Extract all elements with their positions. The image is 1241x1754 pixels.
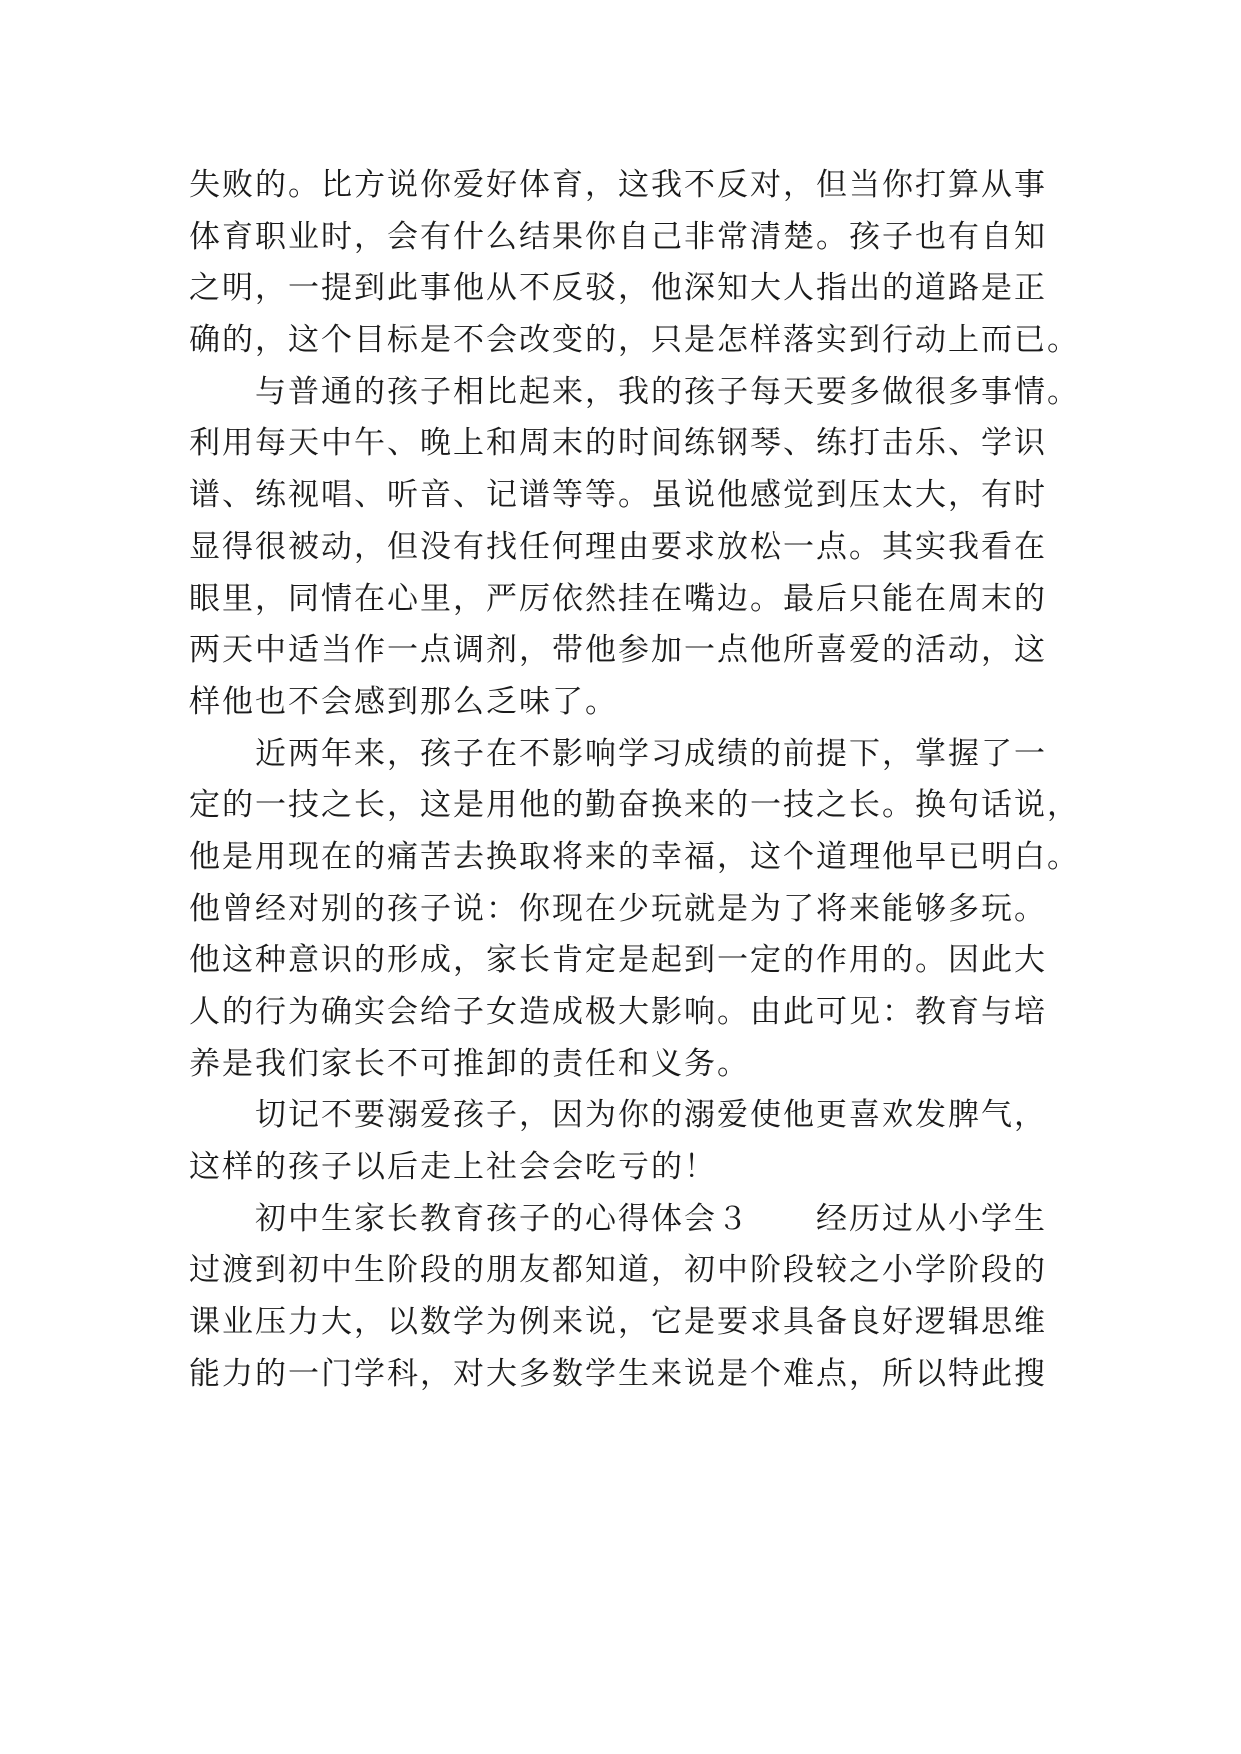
text-line: 初中生家长教育孩子的心得体会３ 经历过从小学生 xyxy=(189,1200,1047,1237)
text-line: 之明，一提到此事他从不反驳，他深知大人指出的道路是正 xyxy=(189,270,1047,307)
text-line: 切记不要溺爱孩子，因为你的溺爱使他更喜欢发脾气， xyxy=(189,1097,1047,1134)
text-line: 谱、练视唱、听音、记谱等等。虽说他感觉到压太大，有时 xyxy=(189,477,1047,514)
text-line: 定的一技之长，这是用他的勤奋换来的一技之长。换句话说， xyxy=(189,787,1080,824)
text-line: 他曾经对别的孩子说：你现在少玩就是为了将来能够多玩。 xyxy=(189,890,1047,927)
text-line: 他这种意识的形成，家长肯定是起到一定的作用的。因此大 xyxy=(189,942,1047,979)
body-text xyxy=(189,160,1080,1401)
text-line: 养是我们家长不可推卸的责任和义务。 xyxy=(189,1045,750,1082)
text-line: 失败的。比方说你爱好体育，这我不反对，但当你打算从事 xyxy=(189,167,1047,203)
text-line: 显得很被动，但没有找任何理由要求放松一点。其实我看在 xyxy=(189,528,1047,565)
text-line: 能力的一门学科，对大多数学生来说是个难点，所以特此搜 xyxy=(189,1355,1047,1392)
text-line: 确的，这个目标是不会改变的，只是怎样落实到行动上而已。 xyxy=(189,322,1080,359)
text-line: 体育职业时，会有什么结果你自己非常清楚。孩子也有自知 xyxy=(189,218,1047,255)
text-line: 人的行为确实会给子女造成极大影响。由此可见：教育与培 xyxy=(189,994,1047,1030)
text-line: 过渡到初中生阶段的朋友都知道，初中阶段较之小学阶段的 xyxy=(189,1252,1047,1289)
text-line: 这样的孩子以后走上社会会吃亏的！ xyxy=(189,1149,717,1186)
text-line: 课业压力大，以数学为例来说，它是要求具备良好逻辑思维 xyxy=(189,1304,1047,1341)
text-line: 利用每天中午、晚上和周末的时间练钢琴、练打击乐、学识 xyxy=(189,425,1047,462)
text-line: 近两年来，孩子在不影响学习成绩的前提下，掌握了一 xyxy=(189,735,1047,772)
text-line: 样他也不会感到那么乏味了。 xyxy=(189,683,618,720)
text-line: 眼里，同情在心里，严厉依然挂在嘴边。最后只能在周末的 xyxy=(189,580,1047,617)
text-line: 两天中适当作一点调剂，带他参加一点他所喜爱的活动，这 xyxy=(189,632,1047,669)
text-line: 与普通的孩子相比起来，我的孩子每天要多做很多事情。 xyxy=(189,373,1080,410)
text-line: 他是用现在的痛苦去换取将来的幸福，这个道理他早已明白。 xyxy=(189,838,1080,875)
